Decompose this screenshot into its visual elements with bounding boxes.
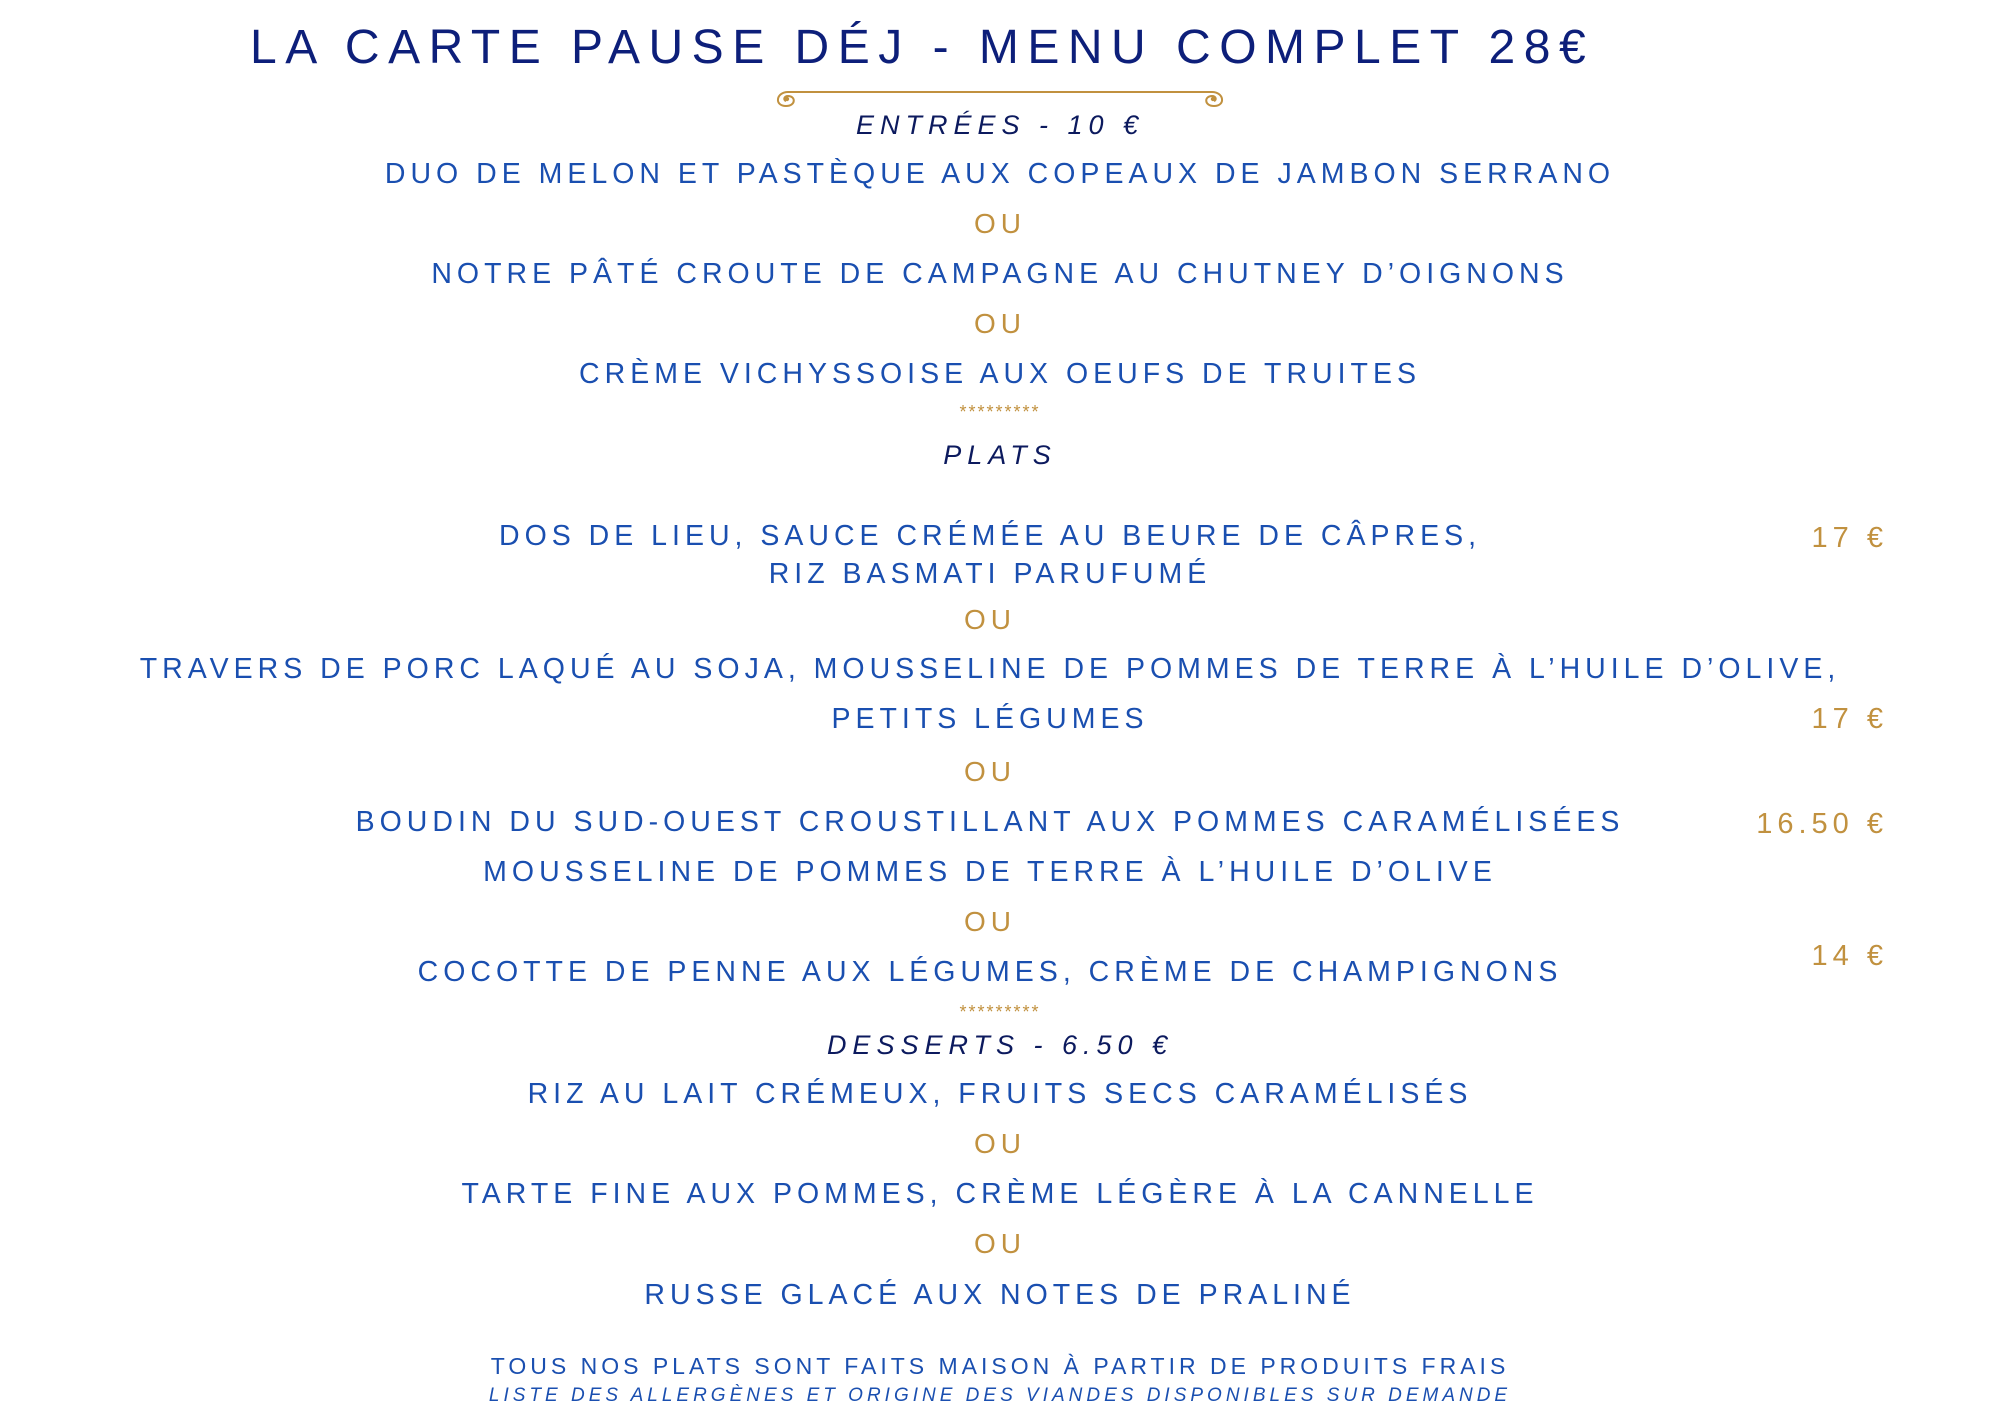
plat-4-line-1: COCOTTE DE PENNE AUX LÉGUMES, CRÈME DE CHAMPIGNONS: [417, 956, 1563, 988]
entree-item-2: NOTRE PÂTÉ CROUTE DE CAMPAGNE AU CHUTNEY D’OIGNONS: [431, 258, 1569, 290]
footer-homemade-note: TOUS NOS PLATS SONT FAITS MAISON À PARTIR DE PRODUITS FRAIS: [490, 1353, 1510, 1379]
plat-1-line-2: RIZ BASMATI PARUFUMÉ: [768, 558, 1212, 590]
scroll-flourish-divider-icon: [770, 84, 1230, 112]
or-separator: OU: [964, 756, 1016, 787]
desserts-heading: DESSERTS - 6.50 €: [826, 1030, 1174, 1060]
or-separator: OU: [974, 1128, 1026, 1159]
or-separator: OU: [974, 308, 1026, 339]
plat-3-line-1: BOUDIN DU SUD-OUEST CROUSTILLANT AUX POMMES CARAMÉLISÉES: [355, 806, 1625, 838]
dessert-item-3: RUSSE GLACÉ AUX NOTES DE PRALINÉ: [644, 1279, 1356, 1311]
entree-item-3: CRÈME VICHYSSOISE AUX OEUFS DE TRUITES: [579, 358, 1421, 390]
footer-allergens-note: LISTE DES ALLERGÈNES ET ORIGINE DES VIANDES DISPONIBLES SUR DEMANDE: [488, 1385, 1512, 1406]
plat-3-price: 16.50 €: [1756, 808, 1888, 840]
plat-2-line-2: PETITS LÉGUMES: [831, 703, 1149, 735]
plat-1-line-1: DOS DE LIEU, SAUCE CRÉMÉE AU BEURE DE CÂPRES,: [498, 520, 1482, 552]
stars-divider: *********: [959, 1002, 1041, 1022]
entrees-heading: ENTRÉES - 10 €: [855, 110, 1145, 140]
plat-2-price: 17 €: [1811, 703, 1888, 735]
plats-heading: PLATS: [943, 440, 1057, 470]
plat-1-price: 17 €: [1811, 522, 1888, 554]
plat-2-line-1: TRAVERS DE PORC LAQUÉ AU SOJA, MOUSSELINE DE POMMES DE TERRE À L’HUILE D’OLIVE,: [139, 653, 1841, 685]
dessert-item-1: RIZ AU LAIT CRÉMEUX, FRUITS SECS CARAMÉLISÉS: [527, 1078, 1473, 1110]
stars-divider: *********: [959, 402, 1041, 422]
dessert-item-2: TARTE FINE AUX POMMES, CRÈME LÉGÈRE À LA CANNELLE: [461, 1178, 1539, 1210]
or-separator: OU: [964, 604, 1016, 635]
or-separator: OU: [974, 1228, 1026, 1259]
entree-item-1: DUO DE MELON ET PASTÈQUE AUX COPEAUX DE JAMBON SERRANO: [384, 158, 1616, 190]
or-separator: OU: [964, 906, 1016, 937]
or-separator: OU: [974, 208, 1026, 239]
menu-title: LA CARTE PAUSE DÉJ - MENU COMPLET 28€: [250, 21, 1595, 74]
plat-4-price: 14 €: [1811, 940, 1888, 972]
plat-3-line-2: MOUSSELINE DE POMMES DE TERRE À L’HUILE D’OLIVE: [483, 856, 1497, 888]
